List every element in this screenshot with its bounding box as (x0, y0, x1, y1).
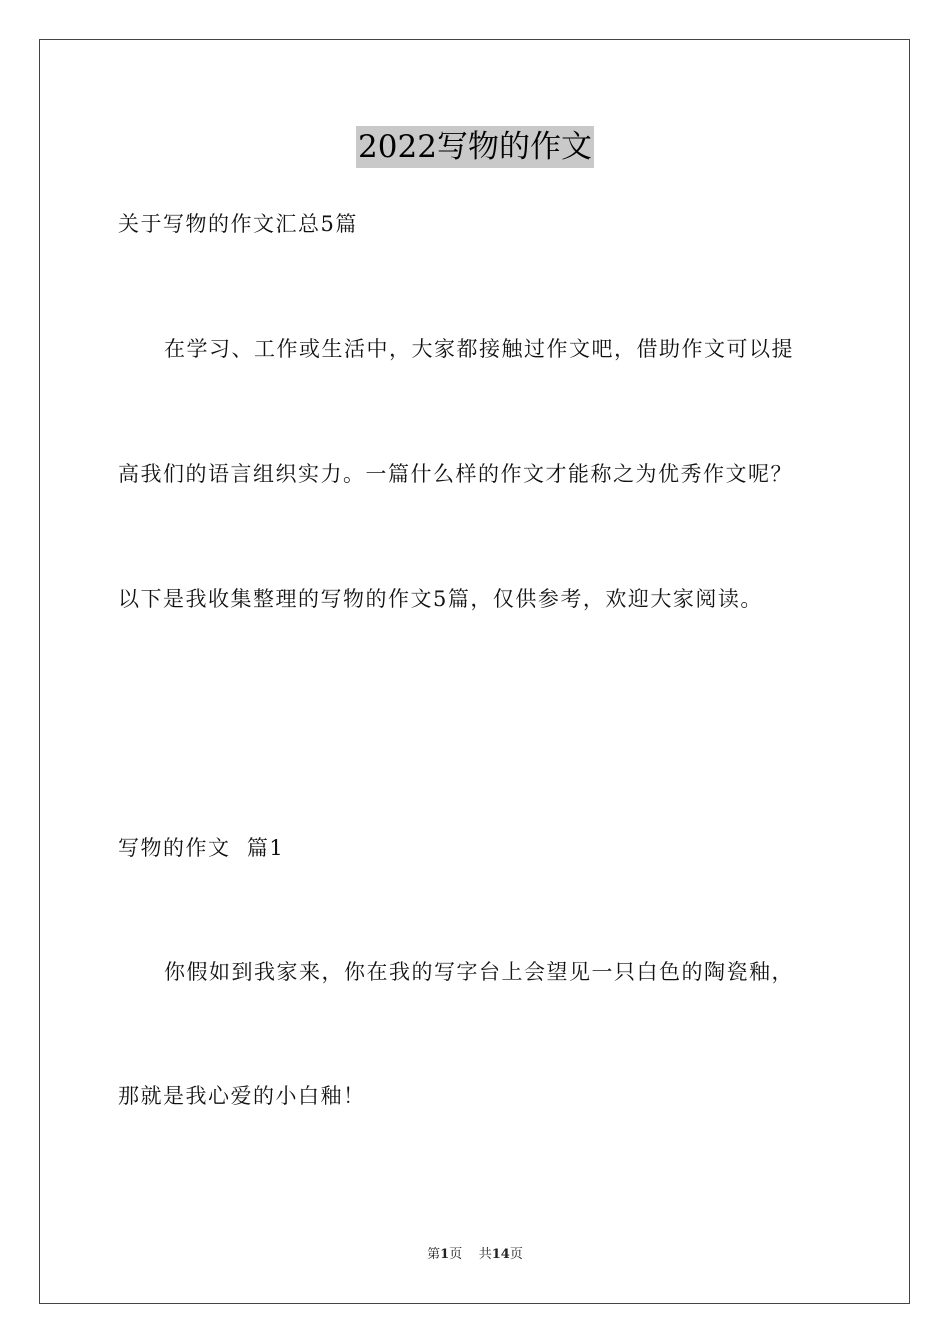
intro-line-1: 在学习、工作或生活中，大家都接触过作文吧，借助作文可以提 (164, 337, 794, 361)
footer-prefix: 第 (427, 1247, 441, 1262)
footer-suffix: 页 (509, 1247, 523, 1262)
footer-total-pages: 14 (491, 1247, 510, 1262)
footer-mid: 页 共 (449, 1247, 492, 1262)
document-subtitle: 关于写物的作文汇总5篇 (118, 212, 358, 236)
document-title: 2022写物的作文 (356, 126, 594, 168)
section-heading: 写物的作文 篇1 (118, 836, 285, 860)
section-line-2: 那就是我心爱的小白釉！ (118, 1084, 366, 1108)
intro-line-2: 高我们的语言组织实力。一篇什么样的作文才能称之为优秀作文呢？ (118, 462, 793, 486)
intro-line-3: 以下是我收集整理的写物的作文5篇，仅供参考，欢迎大家阅读。 (118, 587, 763, 611)
title-container (0, 126, 950, 168)
footer-current-page: 1 (440, 1247, 450, 1262)
page-footer (0, 1246, 950, 1264)
section-line-1: 你假如到我家来，你在我的写字台上会望见一只白色的陶瓷釉， (164, 960, 794, 984)
